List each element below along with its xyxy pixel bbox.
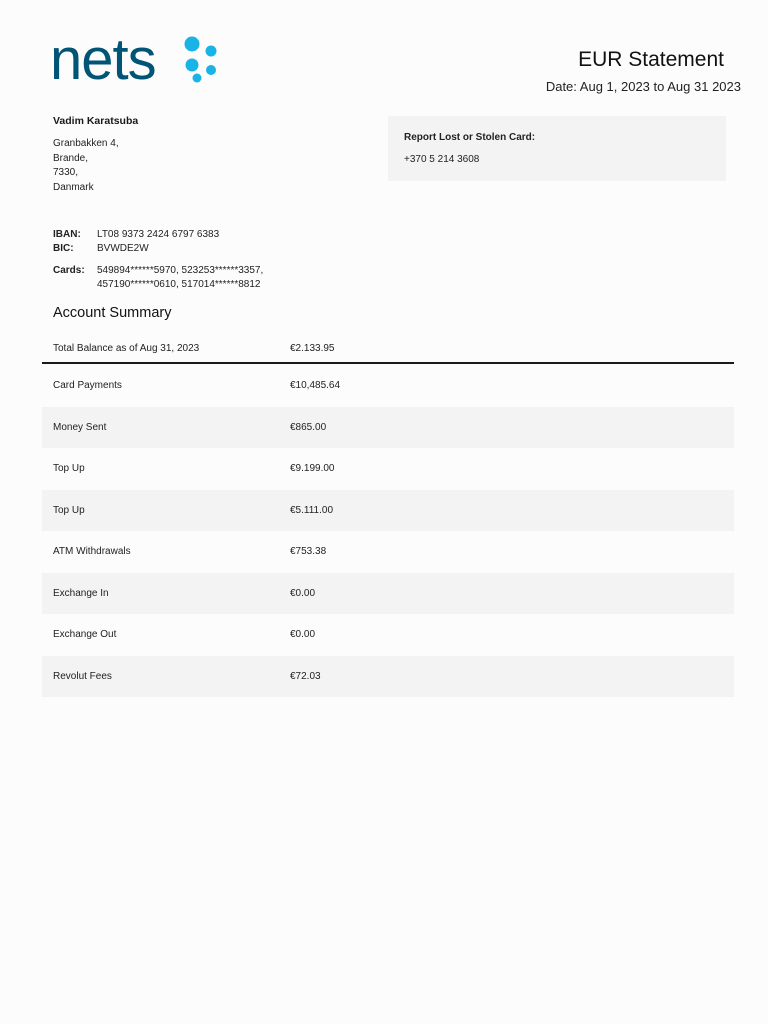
table-row bbox=[42, 490, 734, 532]
row-label: ATM Withdrawals bbox=[53, 546, 131, 557]
cards-row bbox=[53, 264, 263, 292]
row-label: Top Up bbox=[53, 504, 85, 516]
total-balance-label: Total Balance as of Aug 31, 2023 bbox=[53, 343, 200, 354]
lost-card-label: Report Lost or Stolen Card: bbox=[404, 132, 536, 143]
customer-name: Vadim Karatsuba bbox=[53, 115, 139, 127]
row-value: €865.00 bbox=[290, 421, 327, 433]
summary-divider bbox=[42, 362, 734, 364]
table-row bbox=[42, 656, 734, 698]
summary-table bbox=[42, 365, 734, 697]
row-value: €72.03 bbox=[290, 670, 321, 682]
cards-line: 457190******0610, 517014******8812 bbox=[97, 279, 261, 290]
row-label: Money Sent bbox=[53, 421, 107, 433]
iban-row bbox=[53, 228, 263, 242]
address-line: Brande, bbox=[53, 152, 89, 164]
row-value: €753.38 bbox=[290, 546, 327, 557]
address-line: Granbakken 4, bbox=[53, 138, 119, 149]
lost-card-box bbox=[388, 116, 726, 181]
account-summary-heading: Account Summary bbox=[53, 305, 172, 321]
cards-line: 549894******5970, 523253******3357, bbox=[97, 265, 264, 276]
lost-card-phone: +370 5 214 3608 bbox=[404, 154, 480, 165]
bic-label: BIC: bbox=[53, 243, 74, 254]
address-line: 7330, bbox=[53, 167, 79, 178]
row-label: Top Up bbox=[53, 463, 85, 474]
iban-label: IBAN: bbox=[53, 229, 81, 240]
row-value: €9.199.00 bbox=[290, 463, 335, 474]
row-value: €0.00 bbox=[290, 629, 316, 640]
cards-label: Cards: bbox=[53, 265, 85, 276]
table-row bbox=[42, 614, 734, 656]
logo-wordmark: nets bbox=[50, 27, 156, 92]
iban-value: LT08 9373 2424 6797 6383 bbox=[97, 229, 220, 240]
logo-dots-icon bbox=[182, 34, 222, 84]
customer-address bbox=[53, 137, 119, 195]
table-row bbox=[42, 573, 734, 615]
table-row bbox=[42, 407, 734, 449]
statement-title: EUR Statement bbox=[578, 48, 724, 71]
row-value: €5.111.00 bbox=[290, 504, 334, 516]
row-value: €0.00 bbox=[290, 587, 316, 599]
row-value: €10,485.64 bbox=[290, 380, 341, 391]
bank-details bbox=[53, 228, 263, 292]
table-row bbox=[42, 531, 734, 573]
nets-logo bbox=[50, 27, 230, 92]
cards-values bbox=[97, 264, 263, 292]
row-label: Exchange Out bbox=[53, 629, 117, 640]
row-label: Card Payments bbox=[53, 380, 122, 391]
bic-row bbox=[53, 242, 263, 256]
bic-value: BVWDE2W bbox=[97, 243, 149, 254]
row-label: Exchange In bbox=[53, 587, 109, 599]
address-line: Danmark bbox=[53, 181, 94, 193]
table-row bbox=[42, 448, 734, 490]
statement-date-range: Date: Aug 1, 2023 to Aug 31 2023 bbox=[545, 79, 741, 94]
total-balance-value: €2.133.95 bbox=[290, 343, 335, 354]
row-label: Revolut Fees bbox=[53, 670, 112, 682]
table-row bbox=[42, 365, 734, 407]
